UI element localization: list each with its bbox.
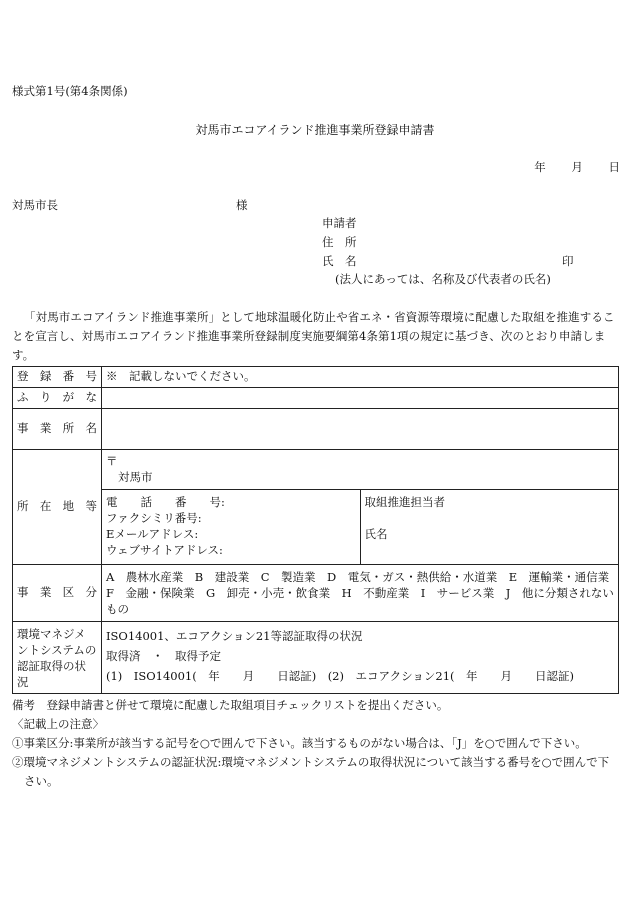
date-day: 日 — [608, 160, 620, 174]
contact-person-field[interactable] — [360, 490, 619, 565]
contact-name-label: 氏名 — [364, 527, 388, 541]
footer-notes — [12, 696, 620, 791]
seal-mark: 印 — [562, 254, 574, 268]
name-label: 氏 名 — [322, 254, 357, 268]
table-row-office-name — [13, 409, 619, 450]
fax-label: ファクシミリ番号: — [106, 511, 202, 525]
address-label: 住 所 — [322, 235, 357, 249]
table-row-category — [13, 565, 619, 622]
intro-paragraph: 「対馬市エコアイランド推進事業所」として地球温暖化防止や省エネ・省資源等環境に配慮した取組を推進することを宣言し、対馬市エコアイランド推進事業所登録制度実施要綱第4条第1項の規定に基づき、次のとおり申請します。 — [12, 310, 615, 362]
ems-description: ISO14001、エコアクション21等認証取得の状況 — [106, 629, 363, 643]
ems-status-field[interactable] — [102, 622, 619, 694]
date-month: 月 — [571, 160, 583, 174]
office-name-field[interactable] — [102, 409, 619, 450]
remark: 備考 登録申請書と併せて環境に配慮した取組項目チェックリストを提出ください。 — [12, 698, 449, 712]
office-name-label: 事業所名 — [13, 409, 102, 450]
table-row-contact — [13, 490, 619, 565]
notes-heading: 〈記載上の注意〉 — [12, 717, 104, 731]
honorific: 様 — [236, 198, 248, 212]
website-label: ウェブサイトアドレス: — [106, 543, 223, 557]
corporate-note: (法人にあっては、名称及び代表者の氏名) — [335, 272, 551, 286]
applicant-label: 申請者 — [322, 216, 357, 230]
document-title: 対馬市エコアイランド推進事業所登録申請書 — [195, 123, 435, 137]
ems-certification-dates[interactable]: (1) ISO14001( 年 月 日認証) (2) エコアクション21( 年 月 日認証) — [106, 669, 575, 683]
note-2: ②環境マネジメントシステムの認証状況:環境マネジメントシステムの取得状況について該当する番号を○で囲んで下さい。 — [12, 755, 610, 788]
form-number: 様式第1号(第4条関係) — [12, 84, 128, 98]
postal-address-field[interactable] — [102, 450, 619, 490]
registration-number-field: ※ 記載しないでください。 — [102, 367, 619, 388]
table-row-ems — [13, 622, 619, 694]
table-row-furigana — [13, 388, 619, 409]
table-row-postal — [13, 450, 619, 490]
addressee: 対馬市長 — [12, 198, 58, 212]
email-label: Eメールアドレス: — [106, 527, 199, 541]
ems-label: 環境マネジメントシステムの認証取得の状況 — [13, 622, 102, 694]
postal-mark: 〒 — [106, 454, 118, 468]
phone-label: 電 話 番 号: — [106, 495, 225, 509]
note-1: ①事業区分:事業所が該当する記号を○で囲んで下さい。該当するものがない場合は、「J」を○で囲んで下さい。 — [12, 736, 587, 750]
furigana-field[interactable] — [102, 388, 619, 409]
city-name: 対馬市 — [118, 470, 153, 484]
category-options[interactable]: A 農林水産業 B 建設業 C 製造業 D 電気・ガス・熱供給・水道業 E 運輸業・通信業 F 金融・保険業 G 卸売・小売・飲食業 H 不動産業 I サービス業 J 他に分類されないもの — [102, 565, 619, 622]
application-table — [12, 366, 619, 694]
category-label: 事業区分 — [13, 565, 102, 622]
date-line — [522, 162, 620, 174]
date-year: 年 — [534, 160, 546, 174]
table-row-registration-number — [13, 367, 619, 388]
furigana-label: ふりがな — [13, 388, 102, 409]
ems-status-options[interactable]: 取得済 ・ 取得予定 — [106, 649, 221, 663]
contact-info-field[interactable] — [102, 490, 361, 565]
location-label: 所在地等 — [13, 450, 102, 565]
registration-number-label: 登録番号 — [13, 367, 102, 388]
contact-person-label: 取組推進担当者 — [364, 495, 445, 509]
